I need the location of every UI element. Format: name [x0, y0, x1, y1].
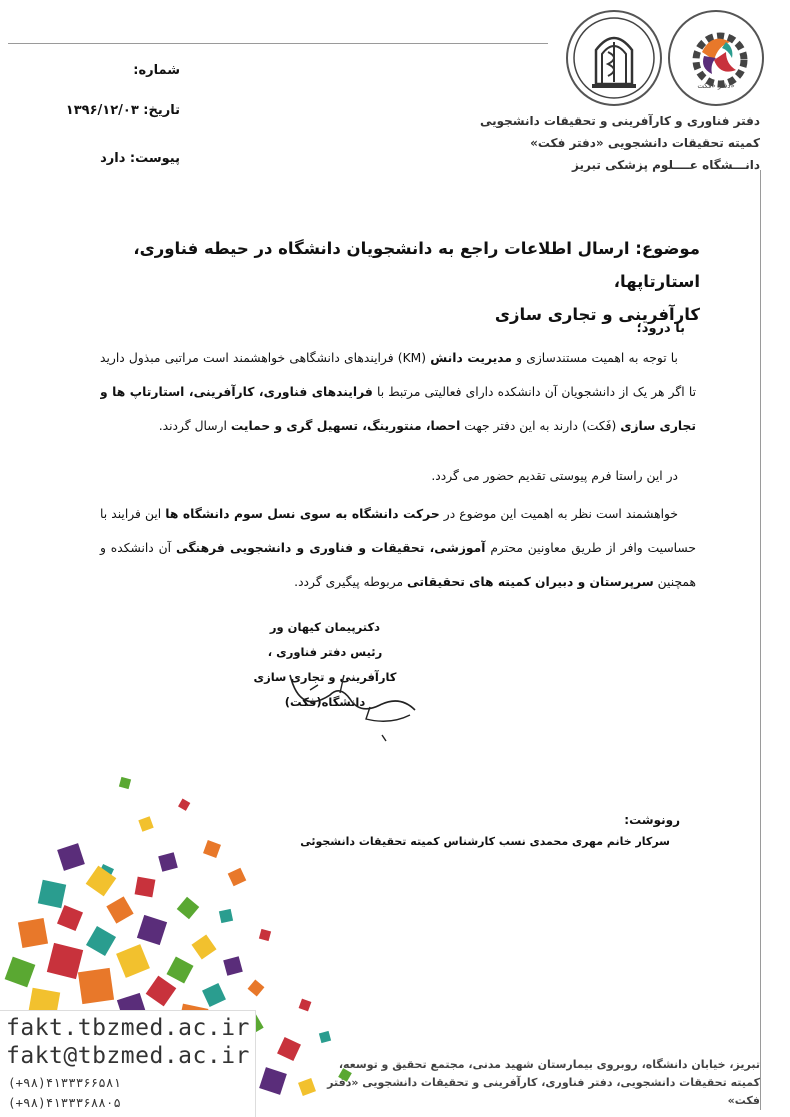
p1-text-e: (فَکت) دارند به این دفتر جهت	[460, 419, 621, 433]
body-paragraph-1	[100, 341, 696, 457]
signer-title-1: رئیس دفتر فناوری ،	[267, 645, 383, 659]
p3-text-g: مربوطه پیگیری گردد.	[294, 575, 407, 589]
p1-text-a: با توجه به اهمیت مستندسازی و	[511, 351, 678, 365]
number-label: شماره:	[133, 63, 180, 78]
email-link[interactable]: fakt@tbzmed.ac.ir	[6, 1043, 250, 1069]
subject-line-2: کارآفرینی و تجاری سازی	[494, 305, 700, 324]
cc-label: رونوشت:	[624, 813, 680, 827]
university-name: دانـــشگاه عــــلوم پزشکی تبریز	[572, 158, 760, 172]
date-label: تاریخ:	[143, 103, 180, 118]
p1-bold-processes: فرایندهای فناوری، کارآفرینی، استارتاپ ها و تجاری سازی	[100, 385, 696, 433]
body-paragraph-2	[100, 464, 696, 488]
handwritten-signature	[270, 655, 430, 745]
p3-bold-committees: سرپرستان و دبیران کمیته های تحقیقاتی	[406, 575, 654, 589]
fakt-logo-caption: دفتر «فکت»	[697, 82, 735, 90]
office-name: دفتر فناوری و کارآفرینی و تحقیقات دانشجویی	[479, 114, 760, 128]
p3-text-a: خواهشمند است نظر به اهمیت این موضوع در	[439, 507, 678, 521]
phone-2: (+۹۸)۴۱۳۳۳۶۸۸۰۵	[8, 1095, 121, 1110]
attachment-value: دارد	[100, 151, 126, 166]
fakt-gear-icon	[670, 12, 762, 104]
phone-1: (+۹۸)۴۱۳۳۳۶۶۵۸۱	[8, 1075, 121, 1090]
p1-text-c: (KM) فرایندهای دانشگاهی خواهشمند است مراتبی مبذول دارید تا اگر هر یک از دانشجویان آن دانشکده دارای فعالیتی مرتبط با	[100, 351, 696, 399]
p2-text: در این راستا فرم پیوستی تقدیم حضور می گردد.	[431, 469, 678, 483]
number-row	[133, 63, 180, 78]
p3-bold-third-gen: حرکت دانشگاه به سوی نسل سوم دانشگاه ها	[165, 507, 440, 521]
signer-name: دکترپیمان کیهان ور	[269, 620, 381, 634]
fakt-logo	[668, 10, 764, 106]
address-line-2: کمیته تحقیقات دانشجویی، دفتر فناوری، کارآفرینی و تحقیقات دانشجویی «دفتر فکت»	[327, 1076, 760, 1107]
contact-box	[0, 1010, 256, 1117]
p1-text-g: ارسال گردند.	[158, 419, 231, 433]
body-paragraph-3	[100, 497, 696, 599]
website-link[interactable]: fakt.tbzmed.ac.ir	[6, 1015, 250, 1041]
cc-recipient: سرکار خانم مهری محمدی نسب کارشناس کمیته تحقیقات دانشجوئی	[300, 835, 670, 848]
margin-rule	[760, 170, 761, 1110]
committee-name: کمیته تحقیقات دانشجویی «دفتر فکت»	[530, 136, 760, 150]
p1-bold-km: مدیریت دانش	[430, 351, 512, 365]
letter-meta	[65, 60, 180, 170]
signer-title-2: کارآفرینی و تجاری سازی دانشگاه(فکت)	[253, 670, 397, 709]
address-line-1: تبریز، خیابان دانشگاه، روبروی بیمارستان شهید مدنی، مجتمع تحقیق و توسعه،	[338, 1058, 760, 1071]
p3-text-e: آن دانشکده و همچنین	[100, 541, 696, 589]
attachment-row	[100, 151, 180, 166]
date-row	[66, 103, 180, 118]
university-emblem-icon	[568, 12, 660, 104]
greeting: با درود؛	[636, 321, 685, 336]
university-logo	[566, 10, 662, 106]
p3-text-c: این فرایند با حساسیت وافر از طریق معاونین محترم	[100, 507, 696, 555]
p1-bold-support: احصا، منتورینگ، تسهیل گری و حمایت	[230, 419, 461, 433]
header-rule	[8, 43, 548, 44]
attachment-label: پیوست:	[129, 151, 180, 166]
p3-bold-deputies: آموزشی، تحقیقات و فناوری و دانشجویی فرهنگی	[175, 541, 486, 555]
date-value: ۱۳۹۶/۱۲/۰۳	[65, 103, 139, 118]
letter-subject	[100, 232, 700, 331]
footer-address	[320, 1056, 760, 1110]
subject-line-1: موضوع: ارسال اطلاعات راجع به دانشجویان دانشگاه در حیطه فناوری، استارتاپها،	[133, 239, 700, 291]
